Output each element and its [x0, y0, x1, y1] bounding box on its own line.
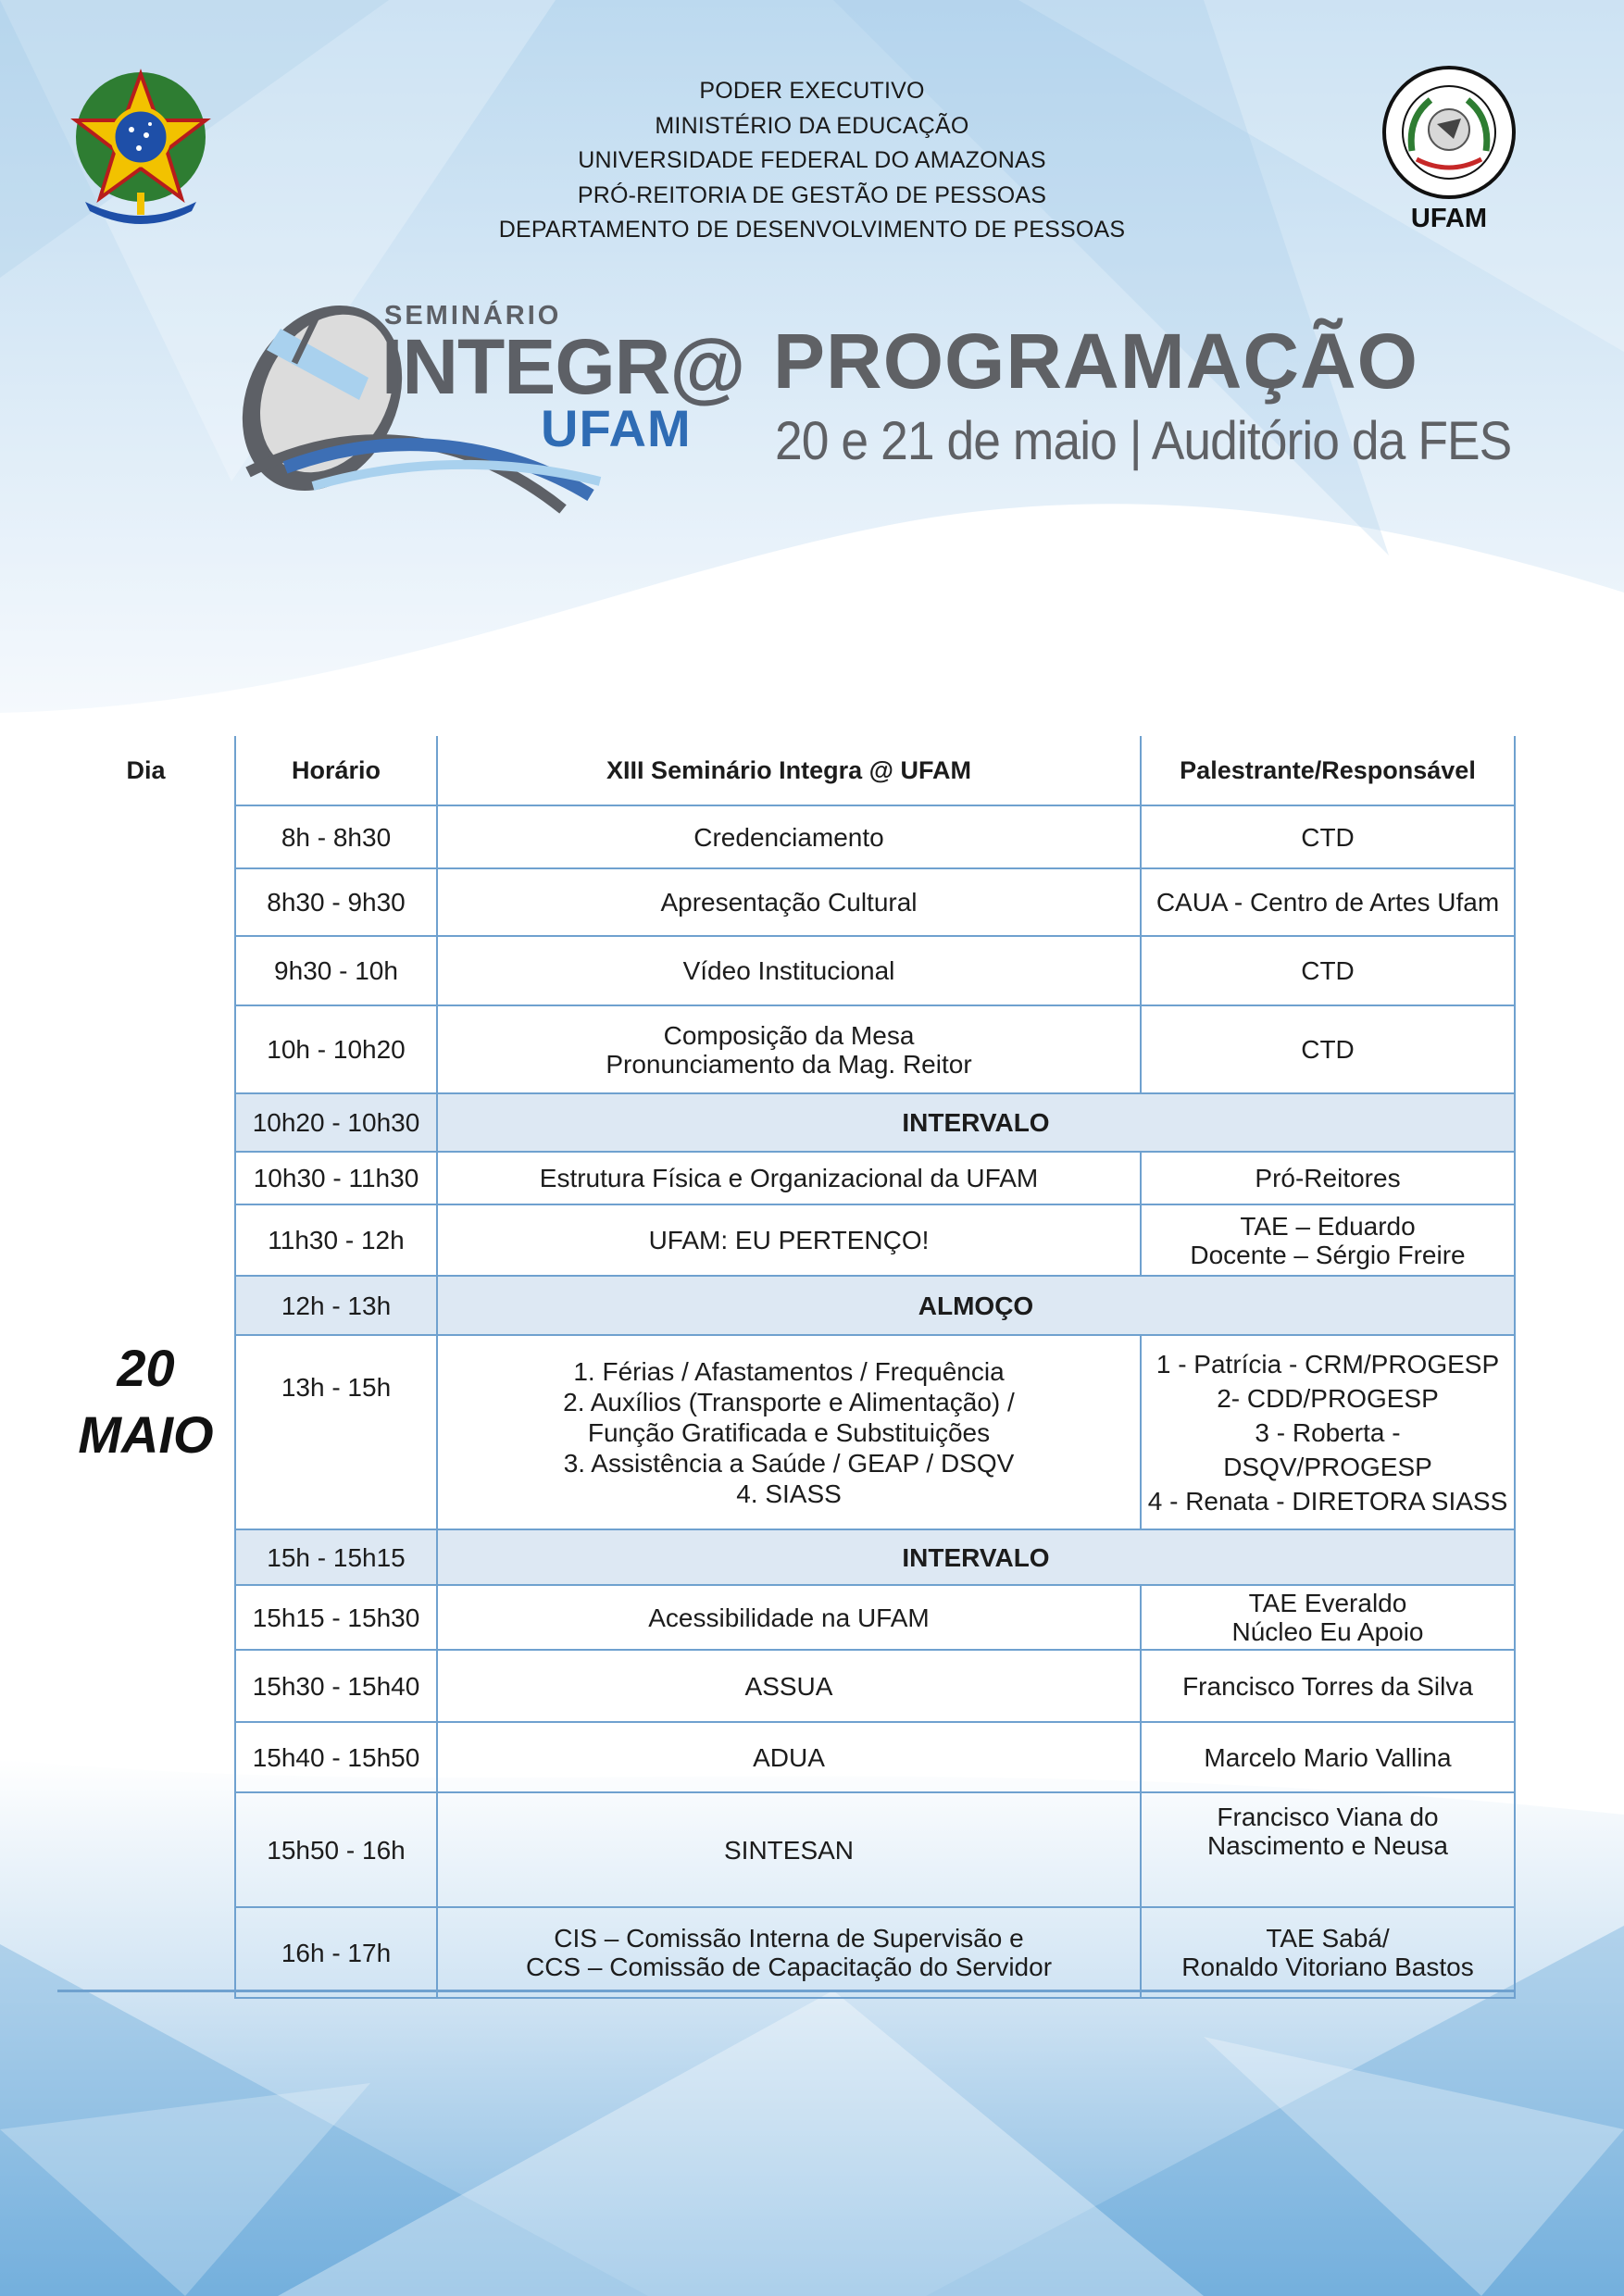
speaker-cell: TAE – Eduardo Docente – Sérgio Freire — [1141, 1204, 1515, 1276]
table-row — [57, 1152, 1515, 1204]
header-event: XIII Seminário Integra @ UFAM — [437, 736, 1141, 805]
table-row — [57, 1722, 1515, 1792]
time-cell: 15h15 - 15h30 — [235, 1585, 437, 1650]
table-row — [57, 1005, 1515, 1093]
event-cell: CIS – Comissão Interna de Supervisão e CCS – Comissão de Capacitação do Servidor — [437, 1907, 1141, 1998]
speaker-cell: Marcelo Mario Vallina — [1141, 1722, 1515, 1792]
table-bottom-rule — [57, 1990, 1515, 1992]
schedule-table — [57, 736, 1516, 1999]
speaker-cell: TAE Everaldo Núcleo Eu Apoio — [1141, 1585, 1515, 1650]
header-speaker: Palestrante/Responsável — [1141, 736, 1515, 805]
time-cell: 15h50 - 16h — [235, 1792, 437, 1907]
schedule-table-container — [57, 736, 1515, 1999]
break-row — [57, 1529, 1515, 1585]
ufam-seal-label: UFAM — [1410, 204, 1488, 233]
header-day: Dia — [57, 736, 235, 805]
speaker-cell: Francisco Viana do Nascimento e Neusa — [1141, 1792, 1515, 1907]
table-row — [57, 868, 1515, 936]
time-cell: 8h - 8h30 — [235, 805, 437, 868]
time-cell: 10h30 - 11h30 — [235, 1152, 437, 1204]
speaker-cell: CTD — [1141, 805, 1515, 868]
event-cell: 1. Férias / Afastamentos / Frequência 2. Auxílios (Transporte e Alimentação) / Função Gratificada e Substituições 3. Assistência a Saúde / GEAP / DSQV 4. SIASS — [437, 1335, 1141, 1529]
seminar-logo-main-text: INTEGR@ — [381, 323, 745, 410]
table-row — [57, 1585, 1515, 1650]
table-row — [57, 1204, 1515, 1276]
break-row — [57, 1093, 1515, 1152]
event-cell: Composição da Mesa Pronunciamento da Mag. Reitor — [437, 1005, 1141, 1093]
institution-header — [442, 74, 1182, 248]
day-label: 20 MAIO — [57, 805, 235, 1998]
event-cell: Acessibilidade na UFAM — [437, 1585, 1141, 1650]
institution-line: UNIVERSIDADE FEDERAL DO AMAZONAS — [578, 147, 1046, 173]
page-subtitle: 20 e 21 de maio | Auditório da FES — [775, 411, 1512, 471]
time-cell: 15h40 - 15h50 — [235, 1722, 437, 1792]
time-cell: 8h30 - 9h30 — [235, 868, 437, 936]
event-cell: Credenciamento — [437, 805, 1141, 868]
table-row — [57, 1792, 1515, 1907]
table-row — [57, 805, 1515, 868]
event-cell: Apresentação Cultural — [437, 868, 1141, 936]
speaker-cell: Pró-Reitores — [1141, 1152, 1515, 1204]
table-row — [57, 936, 1515, 1005]
event-cell: ADUA — [437, 1722, 1141, 1792]
institution-line: PRÓ-REITORIA DE GESTÃO DE PESSOAS — [577, 181, 1047, 208]
seminar-logo-sub-text: UFAM — [541, 399, 692, 457]
speaker-cell: Francisco Torres da Silva — [1141, 1650, 1515, 1722]
time-cell: 16h - 17h — [235, 1907, 437, 1998]
header-time: Horário — [235, 736, 437, 805]
institution-line: DEPARTAMENTO DE DESENVOLVIMENTO DE PESSOAS — [498, 217, 1126, 243]
speaker-cell: CTD — [1141, 936, 1515, 1005]
speaker-cell: 1 - Patrícia - CRM/PROGESP 2- CDD/PROGESP 3 - Roberta - DSQV/PROGESP 4 - Renata - DIRETORA SIASS — [1141, 1335, 1515, 1529]
event-cell: SINTESAN — [437, 1792, 1141, 1907]
table-row — [57, 1650, 1515, 1722]
time-cell: 11h30 - 12h — [235, 1204, 437, 1276]
table-row — [57, 1335, 1515, 1529]
institution-line: MINISTÉRIO DA EDUCAÇÃO — [655, 112, 969, 139]
time-cell: 15h30 - 15h40 — [235, 1650, 437, 1722]
event-cell: Vídeo Institucional — [437, 936, 1141, 1005]
time-cell: 10h20 - 10h30 — [235, 1093, 437, 1152]
seminar-logo-top-text: SEMINÁRIO — [384, 301, 562, 331]
page-title: PROGRAMAÇÃO — [773, 318, 1418, 405]
table-header-row — [57, 736, 1515, 805]
break-row — [57, 1276, 1515, 1335]
time-cell: 9h30 - 10h — [235, 936, 437, 1005]
event-cell: ASSUA — [437, 1650, 1141, 1722]
speaker-cell: CTD — [1141, 1005, 1515, 1093]
ufam-seal-icon — [1380, 63, 1518, 202]
speaker-cell: TAE Sabá/ Ronaldo Vitoriano Bastos — [1141, 1907, 1515, 1998]
time-cell: 12h - 13h — [235, 1276, 437, 1335]
speaker-cell: CAUA - Centro de Artes Ufam — [1141, 868, 1515, 936]
break-label: ALMOÇO — [437, 1276, 1515, 1335]
break-label: INTERVALO — [437, 1093, 1515, 1152]
time-cell: 10h - 10h20 — [235, 1005, 437, 1093]
event-cell: UFAM: EU PERTENÇO! — [437, 1204, 1141, 1276]
time-cell: 15h - 15h15 — [235, 1529, 437, 1585]
event-cell: Estrutura Física e Organizacional da UFAM — [437, 1152, 1141, 1204]
brazil-coat-of-arms-icon — [57, 63, 224, 230]
break-label: INTERVALO — [437, 1529, 1515, 1585]
institution-line: PODER EXECUTIVO — [699, 78, 925, 104]
time-cell: 13h - 15h — [235, 1335, 437, 1529]
table-row — [57, 1907, 1515, 1998]
